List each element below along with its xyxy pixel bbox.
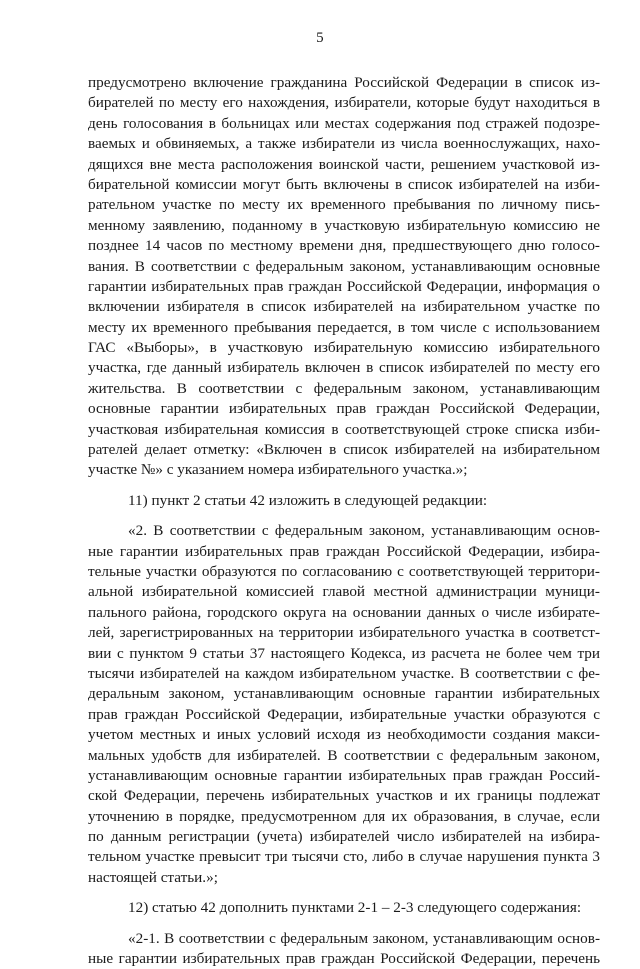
text-line: 12) статью 42 дополнить пунктами 2-1 – 2-3 следующего содержания: — [128, 899, 582, 917]
paragraph-gap — [88, 919, 600, 929]
text-line: рателей делает отметку: «Включен в список избирателей на избирательном — [88, 441, 600, 459]
text-line: по данным регистрации (учета) избирателей число избирателей на избира- — [88, 828, 600, 846]
text-line: альной избирательной комиссией главой местной администрации муници- — [88, 583, 600, 601]
text-line: устанавливающим основные гарантии избирательных прав граждан Россий- — [88, 766, 600, 784]
text-line: учетом местных и иных условий исходя из необходимости создания макси- — [88, 726, 600, 744]
text-line: рательном участке по месту их временного пребывания по личному пись- — [88, 196, 600, 214]
text-line: основные гарантии избирательных прав граждан Российской Федерации, — [88, 400, 600, 418]
text-line: мальных удобств для избирателей. В соответствии с федеральным законом, — [88, 746, 600, 764]
text-line: позднее 14 часов по местному времени дня, предшествующего дню голосо- — [88, 237, 600, 255]
text-line: предусмотрено включение гражданина Российской Федерации в список из- — [88, 74, 600, 91]
text-line: участка, где данный избиратель включен в список избирателей по месту его — [88, 359, 600, 377]
text-line: ГАС «Выборы», в участковую избирательную комиссию избирательного — [88, 339, 600, 357]
text-line: вания. В соответствии с федеральным законом, устанавливающим основные — [88, 257, 600, 275]
text-line: «2. В соответствии с федеральным законом, устанавливающим основ- — [128, 522, 600, 540]
paragraph-gap — [88, 888, 600, 898]
text-line: ные гарантии избирательных прав граждан Российской Федерации, перечень — [88, 950, 600, 968]
text-line: ваемых и обвиняемых, а также избиратели из числа военнослужащих, нахо- — [88, 135, 600, 153]
text-line: прав граждан Российской Федерации, избирательные участки образуются с — [88, 705, 600, 723]
text-line: вии с пунктом 9 статьи 37 настоящего Кодекса, из расчета не более чем три — [88, 644, 600, 662]
document-body-text — [88, 73, 600, 969]
text-line: ской Федерации, перечень избирательных участков и их границы подлежат — [88, 787, 600, 805]
text-line: включении избирателя в список избирателей на избирательном участке по — [88, 298, 600, 316]
text-line: деральным законом, устанавливающим основные гарантии избирательных — [88, 685, 600, 703]
paragraph-gap — [88, 481, 600, 491]
text-line: тельном участке превысит три тысячи сто, либо в случае нарушения пункта 3 — [88, 848, 600, 866]
text-line: месту их временного пребывания передается, в том числе с использованием — [88, 318, 600, 336]
text-line: 11) пункт 2 статьи 42 изложить в следующей редакции: — [128, 491, 488, 509]
paragraph-gap — [88, 511, 600, 521]
text-line: участковая избирательная комиссия в соответствующей строке списка изби- — [88, 420, 600, 438]
text-line: бирательной комиссии могут быть включены в список избирателей на изби- — [88, 175, 600, 193]
text-line: день голосования в больницах или местах содержания под стражей подозре- — [88, 114, 600, 132]
text-line: «2-1. В соответствии с федеральным законом, устанавливающим основ- — [128, 929, 600, 947]
text-line: участке №» с указанием номера избирательного участка.»; — [88, 461, 468, 479]
text-line: бирателей по месту его нахождения, избиратели, которые будут находиться в — [88, 94, 600, 112]
page-number: 5 — [316, 30, 324, 46]
text-line: жительства. В соответствии с федеральным законом, устанавливающим — [88, 379, 600, 397]
text-line: гарантии избирательных прав граждан Российской Федерации, информация о — [88, 277, 600, 295]
text-line: лей, зарегистрированных на территории избирательного участка в соответст- — [88, 624, 600, 642]
text-line: тельные участки образуются по согласованию с соответствующей территори- — [88, 562, 600, 580]
text-line: тысячи избирателей на каждом избирательном участке. В соответствии с фе- — [88, 664, 600, 682]
text-line: ные гарантии избирательных прав граждан Российской Федерации, избира- — [88, 542, 600, 560]
text-line: пального района, городского округа на основании данных о числе избирате- — [88, 603, 600, 621]
text-line: уточнению в порядке, предусмотренном для их образования, в случае, если — [88, 807, 600, 825]
text-line: настоящей статьи.»; — [88, 868, 218, 886]
text-line: дящихся вне места расположения воинской части, решением участковой из- — [88, 155, 600, 173]
text-line: менному заявлению, поданному в участковую избирательную комиссию не — [88, 216, 600, 234]
